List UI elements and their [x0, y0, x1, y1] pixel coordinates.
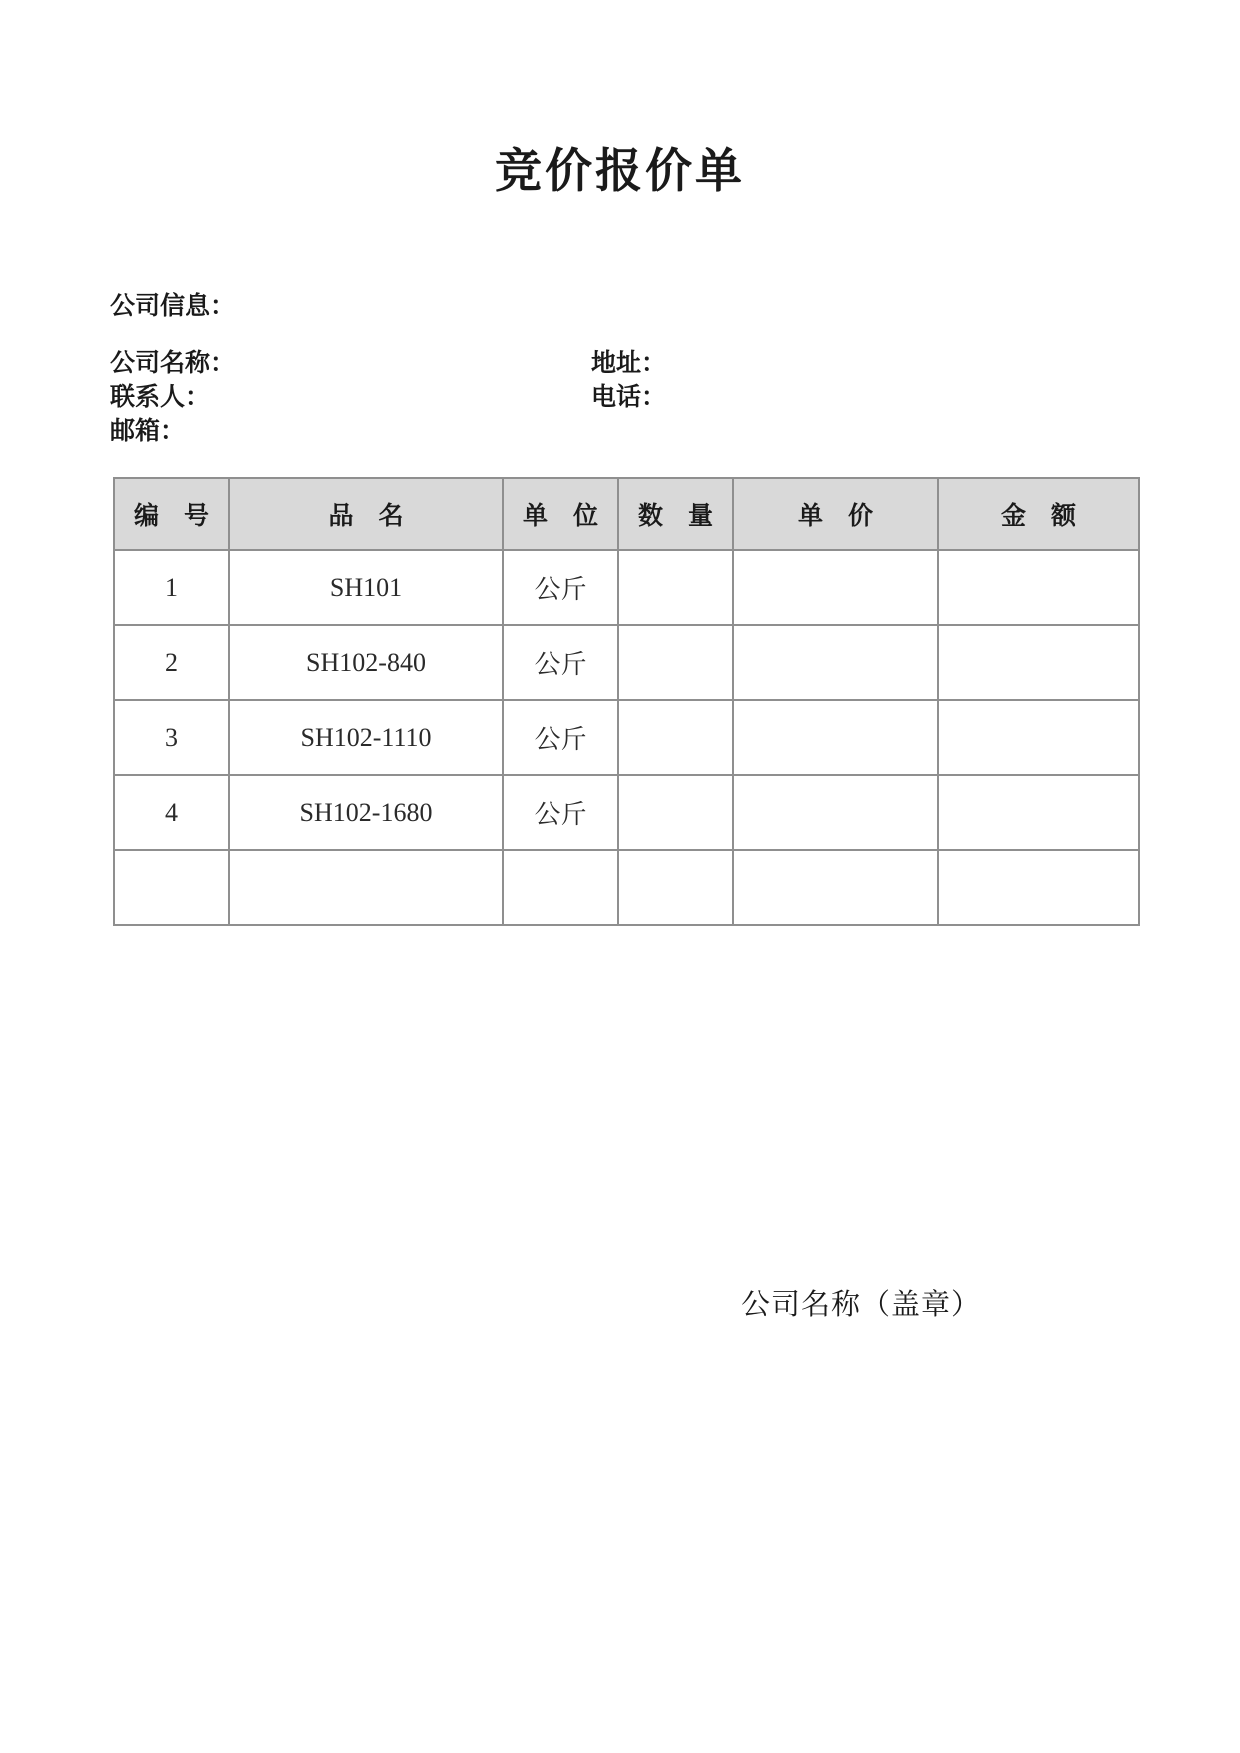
cell-amount	[938, 625, 1139, 700]
table-row-empty	[114, 850, 1139, 925]
contact-person-label-text: 联系人：	[110, 384, 211, 411]
cell-unit: 公斤	[503, 625, 618, 700]
header-cell-unit-price: 单 价	[733, 478, 938, 550]
cell-amount	[938, 775, 1139, 850]
cell-unit: 公斤	[503, 775, 618, 850]
cell-index: 2	[114, 625, 229, 700]
company-name-label	[110, 343, 245, 379]
cell-quantity	[618, 625, 733, 700]
cell-unit: 公斤	[503, 550, 618, 625]
table-row	[114, 775, 1139, 850]
company-info-heading: 公司信息：	[110, 293, 236, 320]
cell-product-name: SH102-1680	[229, 775, 503, 850]
phone-label-text: 电话：	[591, 384, 667, 411]
cell-quantity	[618, 775, 733, 850]
cell-unit	[503, 850, 618, 925]
address-label-text: 地址：	[591, 350, 667, 377]
signature-label: 公司名称（盖章）	[741, 1289, 982, 1321]
cell-unit-price	[733, 850, 938, 925]
email-label	[110, 411, 195, 447]
cell-product-name	[229, 850, 503, 925]
quotation-table	[113, 477, 1140, 926]
header-cell-unit: 单 位	[503, 478, 618, 550]
cell-amount	[938, 550, 1139, 625]
address-label	[591, 343, 676, 379]
cell-unit-price	[733, 775, 938, 850]
cell-product-name: SH101	[229, 550, 503, 625]
page-title: 竞价报价单	[495, 146, 745, 198]
header-cell-index: 编 号	[114, 478, 229, 550]
cell-unit: 公斤	[503, 700, 618, 775]
cell-index: 3	[114, 700, 229, 775]
contact-person-label	[110, 377, 220, 413]
cell-quantity	[618, 550, 733, 625]
cell-unit-price	[733, 550, 938, 625]
cell-index: 4	[114, 775, 229, 850]
cell-unit-price	[733, 625, 938, 700]
phone-label	[591, 377, 676, 413]
cell-product-name: SH102-1110	[229, 700, 503, 775]
cell-index: 1	[114, 550, 229, 625]
company-name-label-text: 公司名称：	[110, 350, 236, 377]
cell-quantity	[618, 700, 733, 775]
cell-amount	[938, 700, 1139, 775]
cell-quantity	[618, 850, 733, 925]
table-row	[114, 700, 1139, 775]
cell-index	[114, 850, 229, 925]
header-cell-quantity: 数 量	[618, 478, 733, 550]
table-header-row	[114, 478, 1139, 550]
email-label-text: 邮箱：	[110, 418, 186, 445]
header-cell-product-name: 品 名	[229, 478, 503, 550]
cell-unit-price	[733, 700, 938, 775]
table-row	[114, 550, 1139, 625]
header-cell-amount: 金 额	[938, 478, 1139, 550]
table-row	[114, 625, 1139, 700]
cell-amount	[938, 850, 1139, 925]
cell-product-name: SH102-840	[229, 625, 503, 700]
